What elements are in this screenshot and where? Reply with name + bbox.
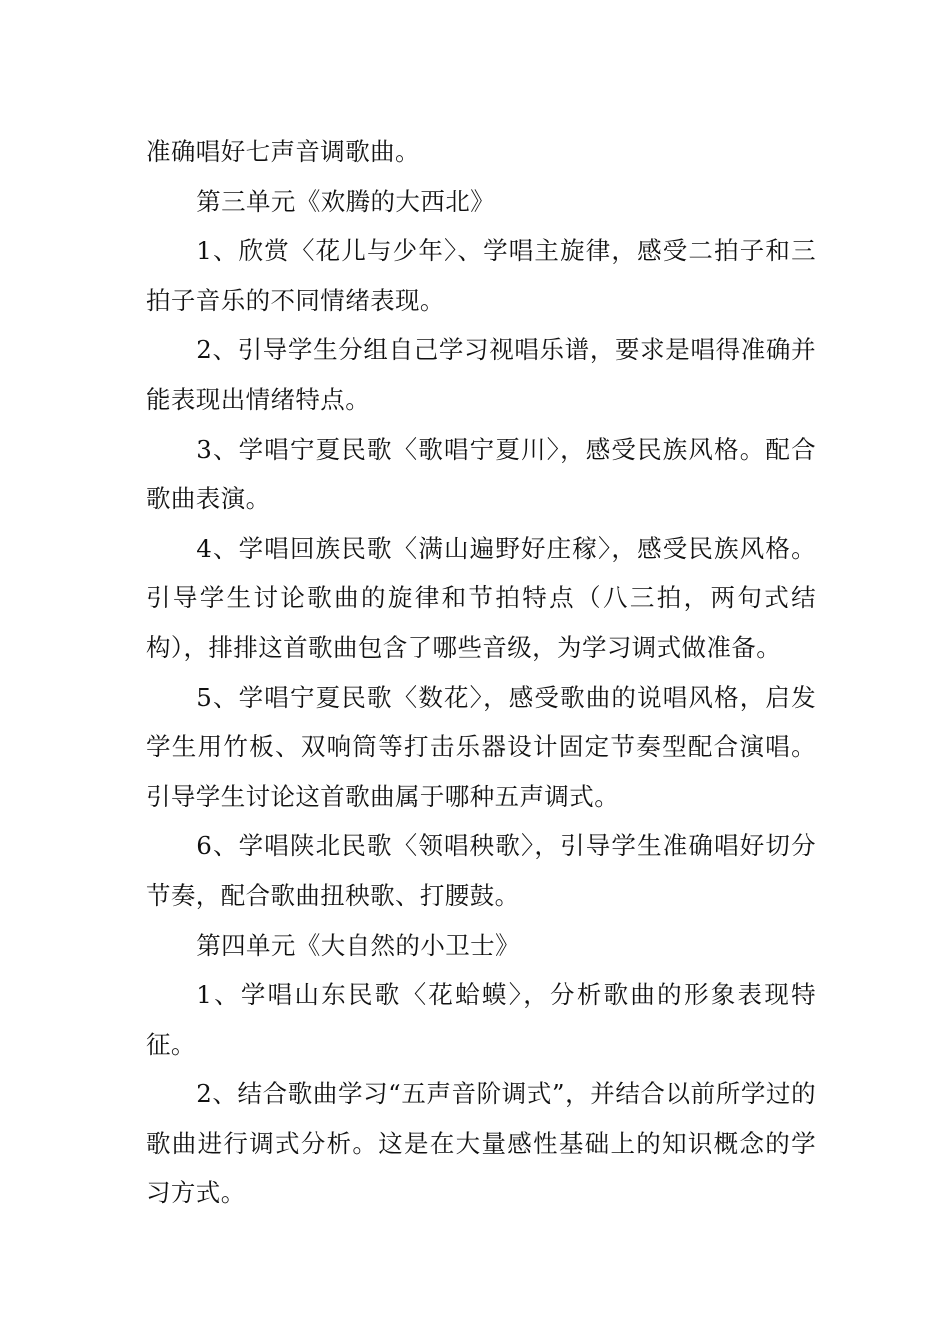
unit-three-item-1: 1、欣赏〈花儿与少年〉、学唱主旋律，感受二拍子和三拍子音乐的不同情绪表现。: [146, 236, 816, 315]
unit-three-heading: 第三单元《欢腾的大西北》: [196, 186, 496, 216]
unit-three-item-2: 2、引导学生分组自己学习视唱乐谱，要求是唱得准确并能表现出情绪特点。: [146, 335, 816, 414]
unit-three-item-5: 5、学唱宁夏民歌〈数花〉，感受歌曲的说唱风格，启发学生用竹板、双响筒等打击乐器设计固定节奏型配合演唱。引导学生讨论这首歌曲属于哪种五声调式。: [146, 682, 816, 811]
unit-three-item-3: 3、学唱宁夏民歌〈歌唱宁夏川〉，感受民族风格。配合歌曲表演。: [146, 434, 816, 514]
unit-three-item-4: 4、学唱回族民歌〈满山遍野好庄稼〉，感受民族风格。引导学生讨论歌曲的旋律和节拍特点（八三拍，两句式结构），排排这首歌曲包含了哪些音级，为学习调式做准备。: [146, 533, 816, 662]
paragraph-continuation: 准确唱好七声音调歌曲。: [146, 137, 420, 166]
unit-three-item-6: 6、学唱陕北民歌〈领唱秧歌〉，引导学生准确唱好切分节奏，配合歌曲扭秧歌、打腰鼓。: [146, 831, 816, 910]
unit-four-item-2: 2、结合歌曲学习“五声音阶调式”，并结合以前所学过的歌曲进行调式分析。这是在大量感性基础上的知识概念的学习方式。: [146, 1079, 816, 1208]
unit-four-item-1: 1、学唱山东民歌〈花蛤蟆〉，分析歌曲的形象表现特征。: [146, 980, 816, 1059]
unit-four-heading: 第四单元《大自然的小卫士》: [196, 930, 520, 960]
document-body: [146, 127, 816, 1218]
